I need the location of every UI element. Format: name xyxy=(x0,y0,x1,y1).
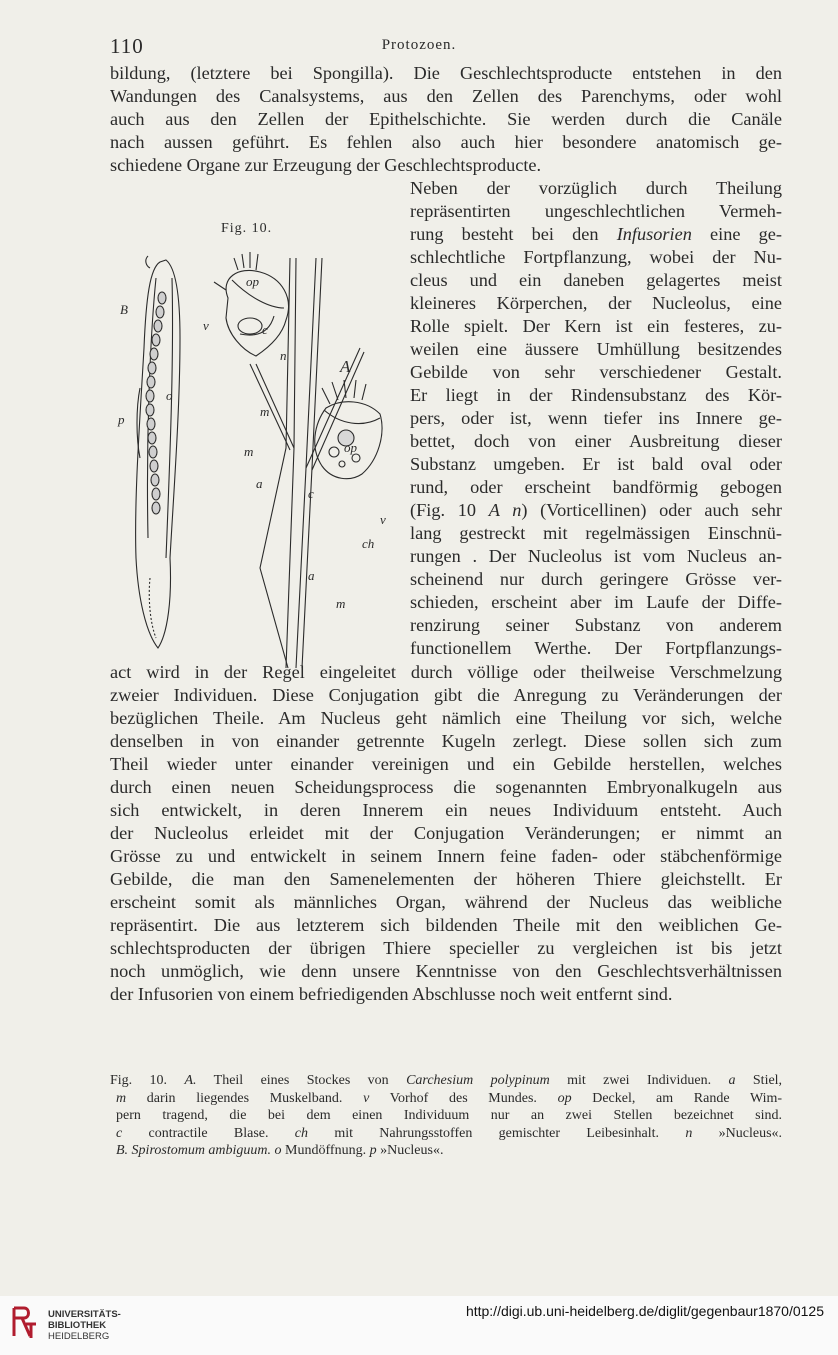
text-line: schlechtliche Fortpflanzung, wobei der Nu- xyxy=(410,247,782,267)
text-line: repräsentirt. Die aus letzterem sich bildenden Theile mit den weiblichen Ge- xyxy=(110,915,782,935)
svg-text:m: m xyxy=(244,444,254,459)
text-line: nach aussen geführt. Es fehlen also auch hier besondere anatomisch ge- xyxy=(110,132,782,152)
svg-text:v: v xyxy=(380,512,386,527)
library-logo-icon xyxy=(10,1302,40,1342)
page-number: 110 xyxy=(110,34,144,58)
text-line: weilen eine äussere Umhüllung besitzendes xyxy=(410,339,782,359)
svg-text:p: p xyxy=(118,412,125,427)
svg-text:B: B xyxy=(120,302,128,317)
figure-caption-line: B. Spirostomum ambiguum. o Mundöffnung. p »Nucleus«. xyxy=(116,1143,444,1158)
text-line: Gebilde von sehr verschiedener Gestalt. xyxy=(410,362,782,382)
text-line: bezüglichen Theile. Am Nucleus geht nämlich eine Theilung vor sich, welche xyxy=(110,708,782,728)
text-line: zweier Individuen. Diese Conjugation gibt die Anregung zu Veränderungen der xyxy=(110,685,782,705)
running-title: Protozoen. xyxy=(381,37,457,53)
figure-caption-line: pern tragend, die bei dem einen Individuum nur an zwei Stellen bezeichnet sind. xyxy=(116,1108,782,1123)
svg-text:c: c xyxy=(262,322,268,337)
text-line: renzirung seiner Substanz von anderem xyxy=(410,615,782,635)
text-line: (Fig. 10 A n) (Vorticellinen) oder auch sehr xyxy=(410,500,782,520)
text-line: Substanz umgeben. Er ist bald oval oder xyxy=(410,454,782,474)
text-line: der Infusorien von einem befriedigenden Abschlusse noch weit entfernt sind. xyxy=(110,984,673,1004)
svg-text:op: op xyxy=(344,440,357,455)
svg-text:A: A xyxy=(340,357,351,376)
text-line: cleus und ein daneben gelagertes meist xyxy=(410,270,782,290)
text-line: Rolle spielt. Der Kern ist ein festeres, zu- xyxy=(410,316,782,336)
svg-text:o: o xyxy=(166,388,173,403)
carchesium-drawing xyxy=(214,252,382,668)
svg-text:op: op xyxy=(246,274,259,289)
svg-text:a: a xyxy=(308,568,315,583)
text-line: rung besteht bei den Infusorien eine ge- xyxy=(410,224,782,244)
text-line: durch einen neuen Scheidungsprocess die sogenannten Embryonalkugeln aus xyxy=(110,777,782,797)
svg-text:m: m xyxy=(336,596,346,611)
text-line: Grösse zu und entwickelt in seinem Innern feine faden- oder stäbchenförmige xyxy=(110,846,782,866)
text-line: schieden, erscheint aber im Laufe der Diffe- xyxy=(410,592,782,612)
text-line: Neben der vorzüglich durch Theilung xyxy=(410,178,782,198)
text-line: scheinend nur durch geringere Grösse ver- xyxy=(410,569,782,589)
text-line: functionellem Werthe. Der Fortpflanzungs- xyxy=(410,638,782,658)
svg-text:a: a xyxy=(256,476,263,491)
text-line: bildung, (letztere bei Spongilla). Die Geschlechtsproducte entstehen in den xyxy=(110,63,782,83)
figure-caption-line: c contractile Blase. ch mit Nahrungsstoffen gemischter Leibesinhalt. n »Nucleus«. xyxy=(116,1126,783,1141)
svg-text:n: n xyxy=(280,348,287,363)
text-line: Er liegt in der Rindensubstanz des Kör- xyxy=(410,385,782,405)
figure-label: Fig. 10. xyxy=(221,221,273,236)
text-line: act wird in der Regel eingeleitet durch völlige oder theilweise Verschmelzung xyxy=(110,662,782,682)
svg-text:m: m xyxy=(260,404,270,419)
text-line: pers, oder ist, wenn tiefer ins Innere ge- xyxy=(410,408,782,428)
text-line: erscheint somit als männliches Organ, während der Nucleus das weibliche xyxy=(110,892,782,912)
svg-text:v: v xyxy=(203,318,209,333)
text-line: rungen . Der Nucleolus ist vom Nucleus an- xyxy=(410,546,782,566)
text-line: Gebilde, die man den Samenelementen der höheren Thiere gleichstellt. Er xyxy=(110,869,782,889)
library-name[interactable]: UNIVERSITÄTS- BIBLIOTHEK HEIDELBERG xyxy=(48,1309,121,1342)
text-line: kleineres Körperchen, der Nucleolus, eine xyxy=(410,293,782,313)
svg-text:ch: ch xyxy=(362,536,375,551)
text-line: noch unmöglich, wie denn unsere Kenntnisse von den Geschlechtsverhältnissen xyxy=(110,961,782,981)
text-line: auch aus den Zellen der Epithelschichte. Sie werden durch die Canäle xyxy=(110,109,782,129)
figure-caption-line: Fig. 10. A. Theil eines Stockes von Carchesium polypinum mit zwei Individuen. a Stiel, xyxy=(110,1073,783,1088)
text-line: bettet, doch von einer Ausbreitung dieser xyxy=(410,431,782,451)
text-line: Theil wieder unter einander vereinigen und ein Gebilde herstellen, welches xyxy=(110,754,782,774)
svg-text:c: c xyxy=(308,486,314,501)
text-line: schlechtsproducten der übrigen Thiere specieller zu vergleichen ist bis jetzt xyxy=(110,938,782,958)
figure-illustration xyxy=(110,238,406,678)
text-line: sich entwickelt, in deren Innerem ein neues Individuum entsteht. Auch xyxy=(110,800,782,820)
text-line: rund, oder erscheint bandförmig gebogen xyxy=(410,477,782,497)
spirostomum-drawing xyxy=(136,256,180,648)
text-line: lang gestreckt mit regelmässigen Einschnü- xyxy=(410,523,782,543)
figure-caption-line: m darin liegendes Muskelband. v Vorhof des Mundes. op Deckel, am Rande Wim- xyxy=(116,1091,783,1106)
text-line: der Nucleolus erleidet mit der Conjugation Veränderungen; er nimmt an xyxy=(110,823,782,843)
text-line: repräsentirten ungeschlechtlichen Vermeh- xyxy=(410,201,782,221)
text-line: denselben in von einander getrennte Kugeln zerlegt. Diese sollen sich zum xyxy=(110,731,782,751)
text-line: Wandungen des Canalsystems, aus den Zellen des Parenchyms, oder wohl xyxy=(110,86,782,106)
source-url-link[interactable]: http://digi.ub.uni-heidelberg.de/diglit/gegenbaur1870/0125 xyxy=(465,1303,824,1319)
text-line: schiedene Organe zur Erzeugung der Geschlechtsproducte. xyxy=(110,155,542,175)
